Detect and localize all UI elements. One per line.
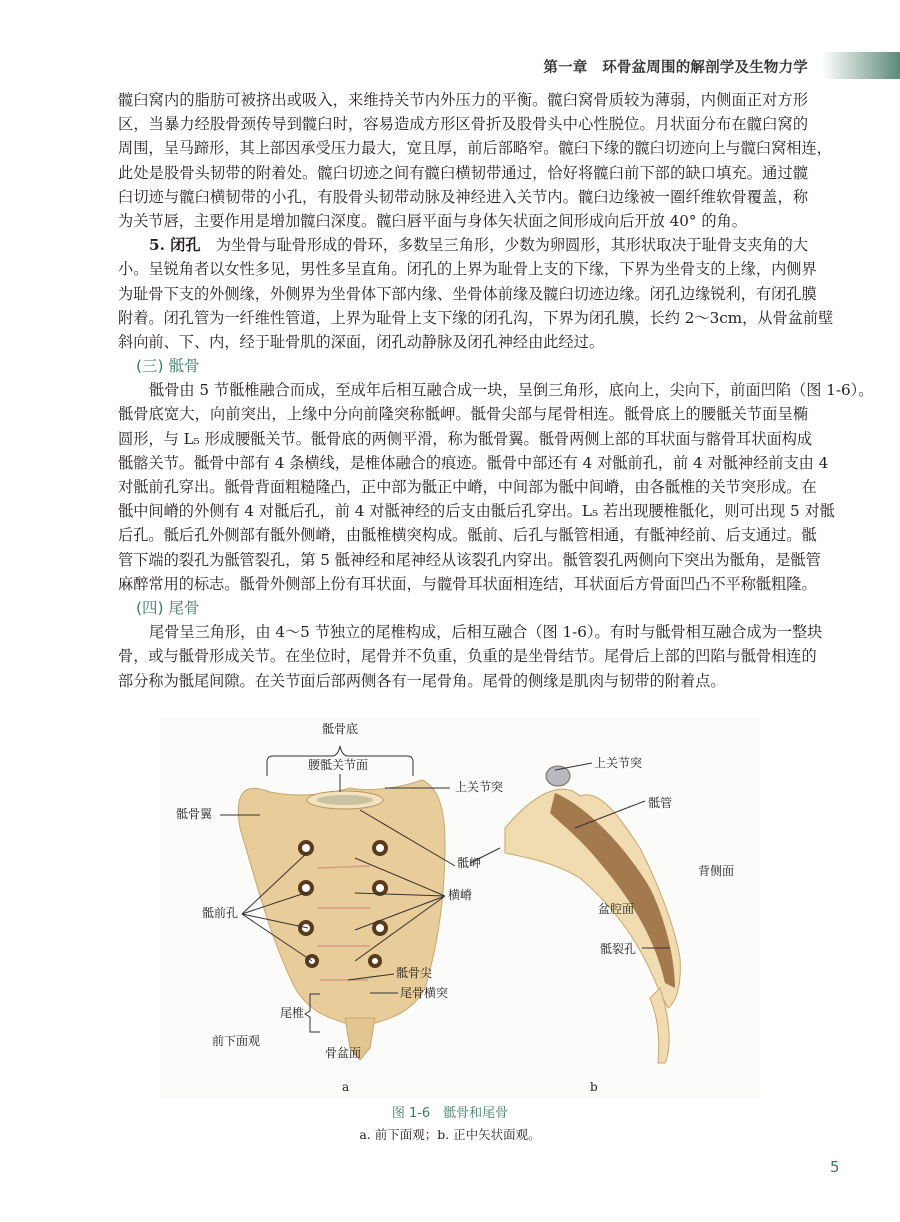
- panel-label-a: a: [342, 1080, 350, 1094]
- text-line: 附着。闭孔管为一纤维性管道，上界为耻骨上支下缘的闭孔沟，下界为闭孔膜，长约 2～3cm，从骨盆前壁: [118, 308, 834, 327]
- sacrum-anterior-view: [220, 746, 455, 1060]
- text-line: 斜向前、下、内，经于耻骨肌的深面，闭孔动静脉及闭孔神经由此经过。: [118, 332, 604, 351]
- figure-subcaption: a. 前下面观；b. 正中矢状面观。: [359, 1127, 541, 1142]
- figure-sacrum-coccyx: [160, 718, 760, 1098]
- text-line: 骶骨由 5 节骶椎融合而成，至成年后相互融合成一块，呈倒三角形，底向上，尖向下，前面凹陷（图 1-6）。: [149, 381, 874, 400]
- text-line: 为坐骨与耻骨形成的骨环，多数呈三角形，少数为卵圆形，其形状取决于耻骨支夹角的大: [200, 236, 809, 255]
- text-line: 骨，或与骶骨形成关节。在坐位时，尾骨并不负重，负重的是坐骨结节。尾骨后上部的凹陷与骶骨相连的: [118, 647, 817, 666]
- label-pelvic-surface: 骨盆面: [325, 1046, 362, 1060]
- text-line: 对骶前孔穿出。骶骨背面粗糙隆凸，正中部为骶正中嵴，中间部为骶中间嵴，由各骶椎的关节突形成。在: [118, 478, 817, 496]
- panel-label-b: b: [590, 1080, 598, 1094]
- label-sacral-ala: 骶骨翼: [176, 807, 213, 821]
- figure-caption: 图 1-6 骶骨和尾骨: [391, 1106, 509, 1121]
- text-line: 部分称为骶尾间隙。在关节面后部两侧各有一尾骨角。尾骨的侧缘是肌肉与韧带的附着点。: [118, 671, 726, 690]
- label-coccygeal-transverse-process: 尾骨横突: [400, 986, 449, 1000]
- paragraph-obturator: [118, 233, 834, 354]
- text-line: 后孔。骶后孔外侧部有骶外侧嵴，由骶椎横突构成。骶前、后孔与骶管相通，有骶神经前、后支通过。骶: [118, 526, 817, 545]
- text-line: 麻醉常用的标志。骶骨外侧部上份有耳状面，与髋骨耳状面相连结，耳状面后方骨面凹凸不平称骶粗隆。: [118, 574, 817, 593]
- label-sacral-base: 骶骨底: [322, 722, 359, 736]
- header-gradient-bar: [822, 52, 900, 79]
- label-b-superior-articular-process: 上关节突: [594, 756, 643, 770]
- text-line: 臼切迹与髋臼横韧带的小孔，有股骨头韧带动脉及神经进入关节内。髋臼边缘被一圈纤维软骨覆盖，称: [118, 187, 808, 206]
- label-anterior-foramina: 骶前孔: [202, 906, 239, 920]
- body-text: [118, 88, 874, 693]
- text-line: 为关节唇，主要作用是增加髋臼深度。髋臼唇平面与身体矢状面之间形成向后开放 40° 的角。: [118, 211, 747, 230]
- label-sacral-canal: 骶管: [648, 796, 673, 810]
- text-line: 髋臼窝内的脂肪可被挤出或吸入，来维持关节内外压力的平衡。髋臼窝骨质较为薄弱，内侧面正对方形: [118, 91, 808, 109]
- text-line: 圆形，与 L₅ 形成腰骶关节。骶骨底的两侧平滑，称为骶骨翼。骶骨两侧上部的耳状面与髂骨耳状面构成: [118, 429, 813, 448]
- text-line: 为耻骨下支的外侧缘，外侧界为坐骨体下部内缘、坐骨体前缘及髋臼切迹边缘。闭孔边缘锐利，有闭孔膜: [118, 284, 817, 303]
- label-pelvic-cavity-surface: 盆腔面: [598, 902, 635, 916]
- item-heading: 5. 闭孔: [149, 236, 201, 255]
- label-superior-articular-process: 上关节突: [455, 780, 504, 794]
- paragraph-coccyx: [118, 620, 823, 693]
- page-number: 5: [830, 1158, 840, 1176]
- paragraph-sacrum: [118, 378, 874, 596]
- text-line: 骶骨底宽大，向前突出，上缘中分向前隆突称骶岬。骶骨尖部与尾骨相连。骶骨底上的腰骶关节面呈椭: [118, 405, 808, 424]
- text-line: 尾骨呈三角形，由 4～5 节独立的尾椎构成，后相互融合（图 1-6）。有时与骶骨相互融合成为一整块: [149, 623, 823, 642]
- text-line: 周围，呈马蹄形，其上部因承受压力最大，宽且厚，前后部略窄。髋臼下缘的髋臼切迹向上与髋臼窝相连，: [118, 139, 832, 158]
- running-header: 第一章 环骨盆周围的解剖学及生物力学: [543, 60, 808, 76]
- label-dorsal-surface: 背侧面: [698, 864, 735, 878]
- label-anteroinferior-view: 前下面观: [212, 1034, 261, 1048]
- label-promontory: 骶岬: [457, 856, 482, 870]
- label-sacral-apex: 骶骨尖: [396, 966, 433, 980]
- text-line: 骶髂关节。骶骨中部有 4 条横线，是椎体融合的痕迹。骶骨中部还有 4 对骶前孔，前 4 对骶神经前支由 4: [118, 453, 829, 472]
- section-heading-sacrum: (三) 骶骨: [136, 357, 200, 376]
- label-coccygeal-vertebrae: 尾椎: [280, 1006, 305, 1020]
- label-sacral-hiatus: 骶裂孔: [600, 942, 637, 956]
- paragraph-acetabulum: [118, 88, 832, 233]
- label-transverse-ridges: 横嵴: [448, 888, 473, 902]
- label-lumbosacral-surface: 腰骶关节面: [308, 758, 369, 772]
- text-line: 骶中间嵴的外侧有 4 对骶后孔，前 4 对骶神经的后支由骶后孔穿出。L₅ 若出现腰椎骶化，则可出现 5 对骶: [118, 502, 835, 521]
- text-line: 此处是股骨头韧带的附着处。髋臼切迹之间有髋臼横韧带通过，恰好将髋臼前下部的缺口填充。通过髋: [118, 163, 808, 182]
- text-line: 区，当暴力经股骨颈传导到髋臼时，容易造成方形区骨折及股骨头中心性脱位。月状面分布在髋臼窝的: [118, 115, 808, 134]
- section-heading-coccyx: (四) 尾骨: [136, 598, 200, 617]
- text-line: 管下端的裂孔为骶管裂孔，第 5 骶神经和尾神经从该裂孔内穿出。骶管裂孔两侧向下突出为骶角，是骶管: [118, 550, 821, 569]
- text-line: 小。呈锐角者以女性多见，男性多呈直角。闭孔的上界为耻骨上支的下缘，下界为坐骨支的上缘，内侧界: [118, 260, 817, 279]
